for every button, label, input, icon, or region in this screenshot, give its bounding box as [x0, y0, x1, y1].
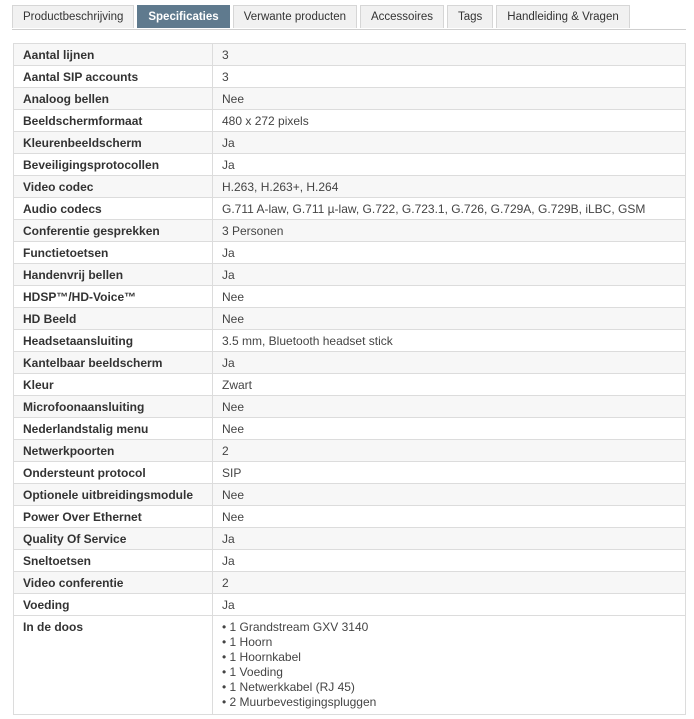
spec-label: Voeding	[14, 594, 213, 616]
spec-label: Video conferentie	[14, 572, 213, 594]
spec-value: Nee	[213, 396, 686, 418]
table-row	[14, 440, 686, 462]
table-row	[14, 132, 686, 154]
spec-label: Kleur	[14, 374, 213, 396]
table-row	[14, 484, 686, 506]
spec-label: In de doos	[14, 616, 213, 715]
tab-handleiding-vragen[interactable]: Handleiding & Vragen	[496, 5, 629, 28]
table-row	[14, 594, 686, 616]
spec-value: Nee	[213, 506, 686, 528]
spec-label: Conferentie gesprekken	[14, 220, 213, 242]
spec-value: 3	[213, 66, 686, 88]
tab-accessoires[interactable]: Accessoires	[360, 5, 444, 28]
spec-value: 2	[213, 440, 686, 462]
spec-label: Sneltoetsen	[14, 550, 213, 572]
spec-label: Power Over Ethernet	[14, 506, 213, 528]
list-item: • 1 Grandstream GXV 3140	[222, 620, 676, 635]
spec-label: Headsetaansluiting	[14, 330, 213, 352]
spec-value: 480 x 272 pixels	[213, 110, 686, 132]
spec-value: 2	[213, 572, 686, 594]
spec-value: Nee	[213, 308, 686, 330]
table-row	[14, 506, 686, 528]
table-row	[14, 528, 686, 550]
spec-label: Beveiligingsprotocollen	[14, 154, 213, 176]
tab-verwante-producten[interactable]: Verwante producten	[233, 5, 357, 28]
spec-value: H.263, H.263+, H.264	[213, 176, 686, 198]
spec-value: Ja	[213, 594, 686, 616]
spec-label: Ondersteunt protocol	[14, 462, 213, 484]
tab-specificaties[interactable]: Specificaties	[137, 5, 229, 28]
list-item: • 1 Netwerkkabel (RJ 45)	[222, 680, 676, 695]
spec-value: 3.5 mm, Bluetooth headset stick	[213, 330, 686, 352]
spec-value: Zwart	[213, 374, 686, 396]
spec-label: HDSP™/HD-Voice™	[14, 286, 213, 308]
table-row	[14, 110, 686, 132]
spec-label: Optionele uitbreidingsmodule	[14, 484, 213, 506]
spec-label: Aantal SIP accounts	[14, 66, 213, 88]
table-row	[14, 176, 686, 198]
spec-value: Ja	[213, 528, 686, 550]
specifications-table	[13, 43, 686, 715]
table-row	[14, 374, 686, 396]
spec-label: Microfoonaansluiting	[14, 396, 213, 418]
spec-label: Handenvrij bellen	[14, 264, 213, 286]
table-row	[14, 220, 686, 242]
table-row	[14, 242, 686, 264]
table-row	[14, 44, 686, 66]
table-row	[14, 352, 686, 374]
spec-value: Ja	[213, 242, 686, 264]
spec-label: Analoog bellen	[14, 88, 213, 110]
list-item: • 2 Muurbevestigingspluggen	[222, 695, 676, 710]
spec-value	[213, 616, 686, 715]
spec-label: Kleurenbeeldscherm	[14, 132, 213, 154]
table-row	[14, 264, 686, 286]
tab-bar	[12, 5, 686, 30]
table-row	[14, 308, 686, 330]
spec-value: Nee	[213, 88, 686, 110]
spec-value: SIP	[213, 462, 686, 484]
spec-value: Nee	[213, 418, 686, 440]
list-item: • 1 Voeding	[222, 665, 676, 680]
spec-label: Aantal lijnen	[14, 44, 213, 66]
table-row	[14, 88, 686, 110]
spec-value: Nee	[213, 484, 686, 506]
spec-label: Audio codecs	[14, 198, 213, 220]
spec-label: Kantelbaar beeldscherm	[14, 352, 213, 374]
tab-tags[interactable]: Tags	[447, 5, 493, 28]
spec-value: Nee	[213, 286, 686, 308]
spec-value: Ja	[213, 352, 686, 374]
table-row	[14, 198, 686, 220]
table-row	[14, 154, 686, 176]
spec-label: Quality Of Service	[14, 528, 213, 550]
table-row	[14, 418, 686, 440]
tab-productbeschrijving[interactable]: Productbeschrijving	[12, 5, 134, 28]
spec-value: Ja	[213, 132, 686, 154]
spec-label: Netwerkpoorten	[14, 440, 213, 462]
spec-value: Ja	[213, 264, 686, 286]
list-item: • 1 Hoorn	[222, 635, 676, 650]
table-row	[14, 330, 686, 352]
table-row	[14, 462, 686, 484]
list-item: • 1 Hoornkabel	[222, 650, 676, 665]
spec-label: Video codec	[14, 176, 213, 198]
spec-value: Ja	[213, 550, 686, 572]
specifications-table-body	[14, 44, 686, 715]
table-row	[14, 286, 686, 308]
table-row-in-de-doos	[14, 616, 686, 715]
spec-label: HD Beeld	[14, 308, 213, 330]
spec-label: Nederlandstalig menu	[14, 418, 213, 440]
spec-value: 3 Personen	[213, 220, 686, 242]
spec-value: Ja	[213, 154, 686, 176]
spec-value: G.711 A-law, G.711 µ-law, G.722, G.723.1, G.726, G.729A, G.729B, iLBC, GSM	[213, 198, 686, 220]
spec-value: 3	[213, 44, 686, 66]
spec-label: Functietoetsen	[14, 242, 213, 264]
table-row	[14, 396, 686, 418]
table-row	[14, 550, 686, 572]
spec-label: Beeldschermformaat	[14, 110, 213, 132]
in-the-box-list	[222, 620, 676, 710]
table-row	[14, 572, 686, 594]
table-row	[14, 66, 686, 88]
